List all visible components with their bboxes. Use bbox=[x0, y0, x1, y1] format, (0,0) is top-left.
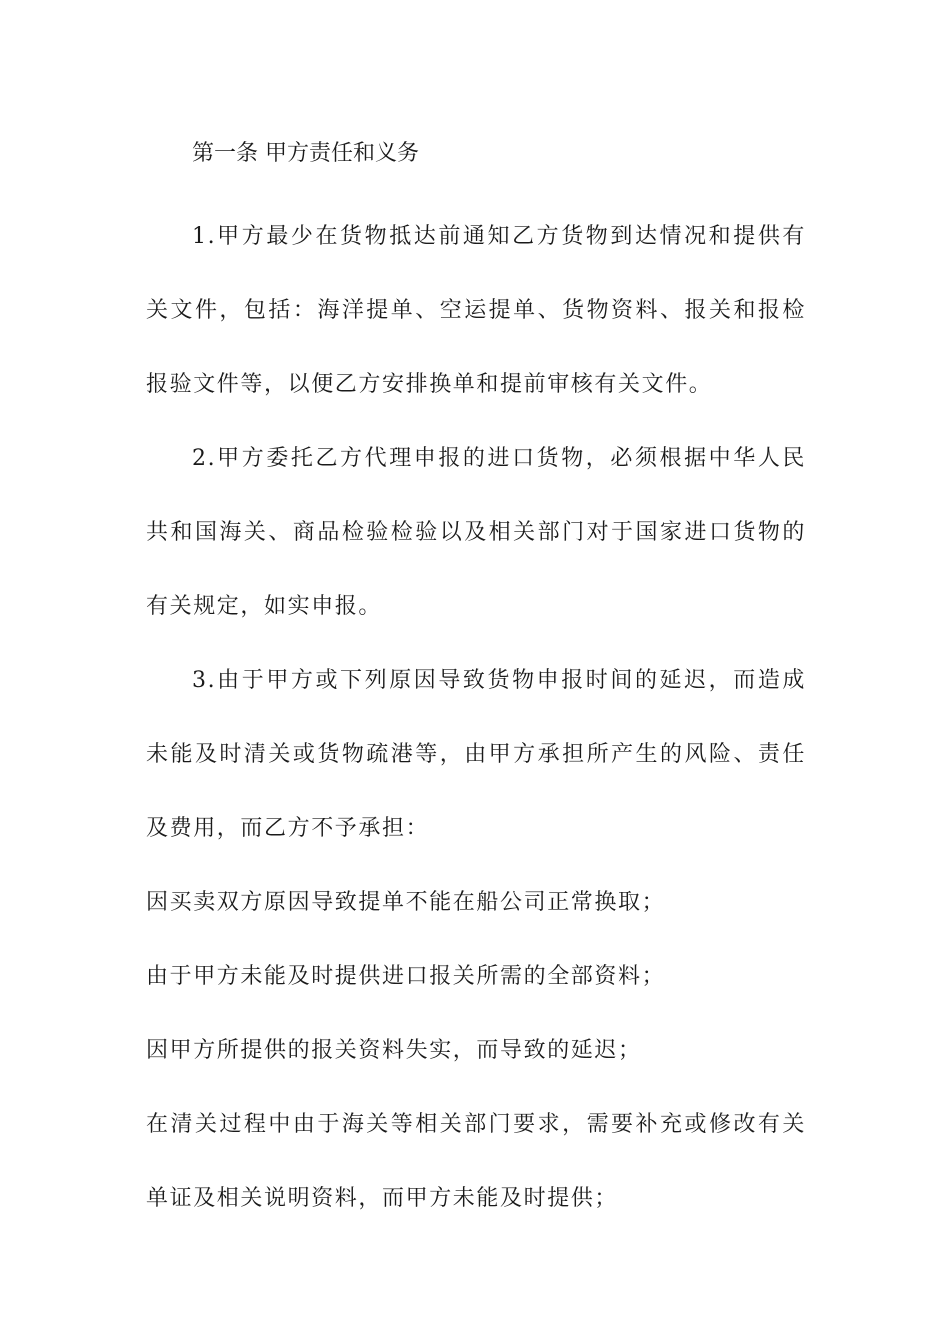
list-item: 由于甲方未能及时提供进口报关所需的全部资料； bbox=[146, 964, 666, 989]
list-item: 因甲方所提供的报关资料失实，而导致的延迟； bbox=[146, 1038, 642, 1063]
paragraph-2: 2.甲方委托乙方代理申报的进口货物，必须根据中华人民共和国海关、商品检验检验以及相关部门对于国家进口货物的有关规定，如实申报。 bbox=[146, 446, 806, 619]
section-heading: 第一条 甲方责任和义务 bbox=[192, 141, 419, 166]
delay-reasons-list bbox=[146, 866, 806, 1236]
document-body bbox=[146, 128, 806, 1236]
list-item: 在清关过程中由于海关等相关部门要求，需要补充或修改有关单证及相关说明资料，而甲方未能及时提供； bbox=[146, 1112, 806, 1211]
list-item: 因买卖双方原因导致提单不能在船公司正常换取； bbox=[146, 890, 666, 915]
paragraph-1: 1.甲方最少在货物抵达前通知乙方货物到达情况和提供有关文件，包括：海洋提单、空运提单、货物资料、报关和报检报验文件等，以便乙方安排换单和提前审核有关文件。 bbox=[146, 224, 806, 397]
paragraph-3: 3.由于甲方或下列原因导致货物申报时间的延迟，而造成未能及时清关或货物疏港等，由甲方承担所产生的风险、责任及费用，而乙方不予承担： bbox=[146, 668, 806, 841]
